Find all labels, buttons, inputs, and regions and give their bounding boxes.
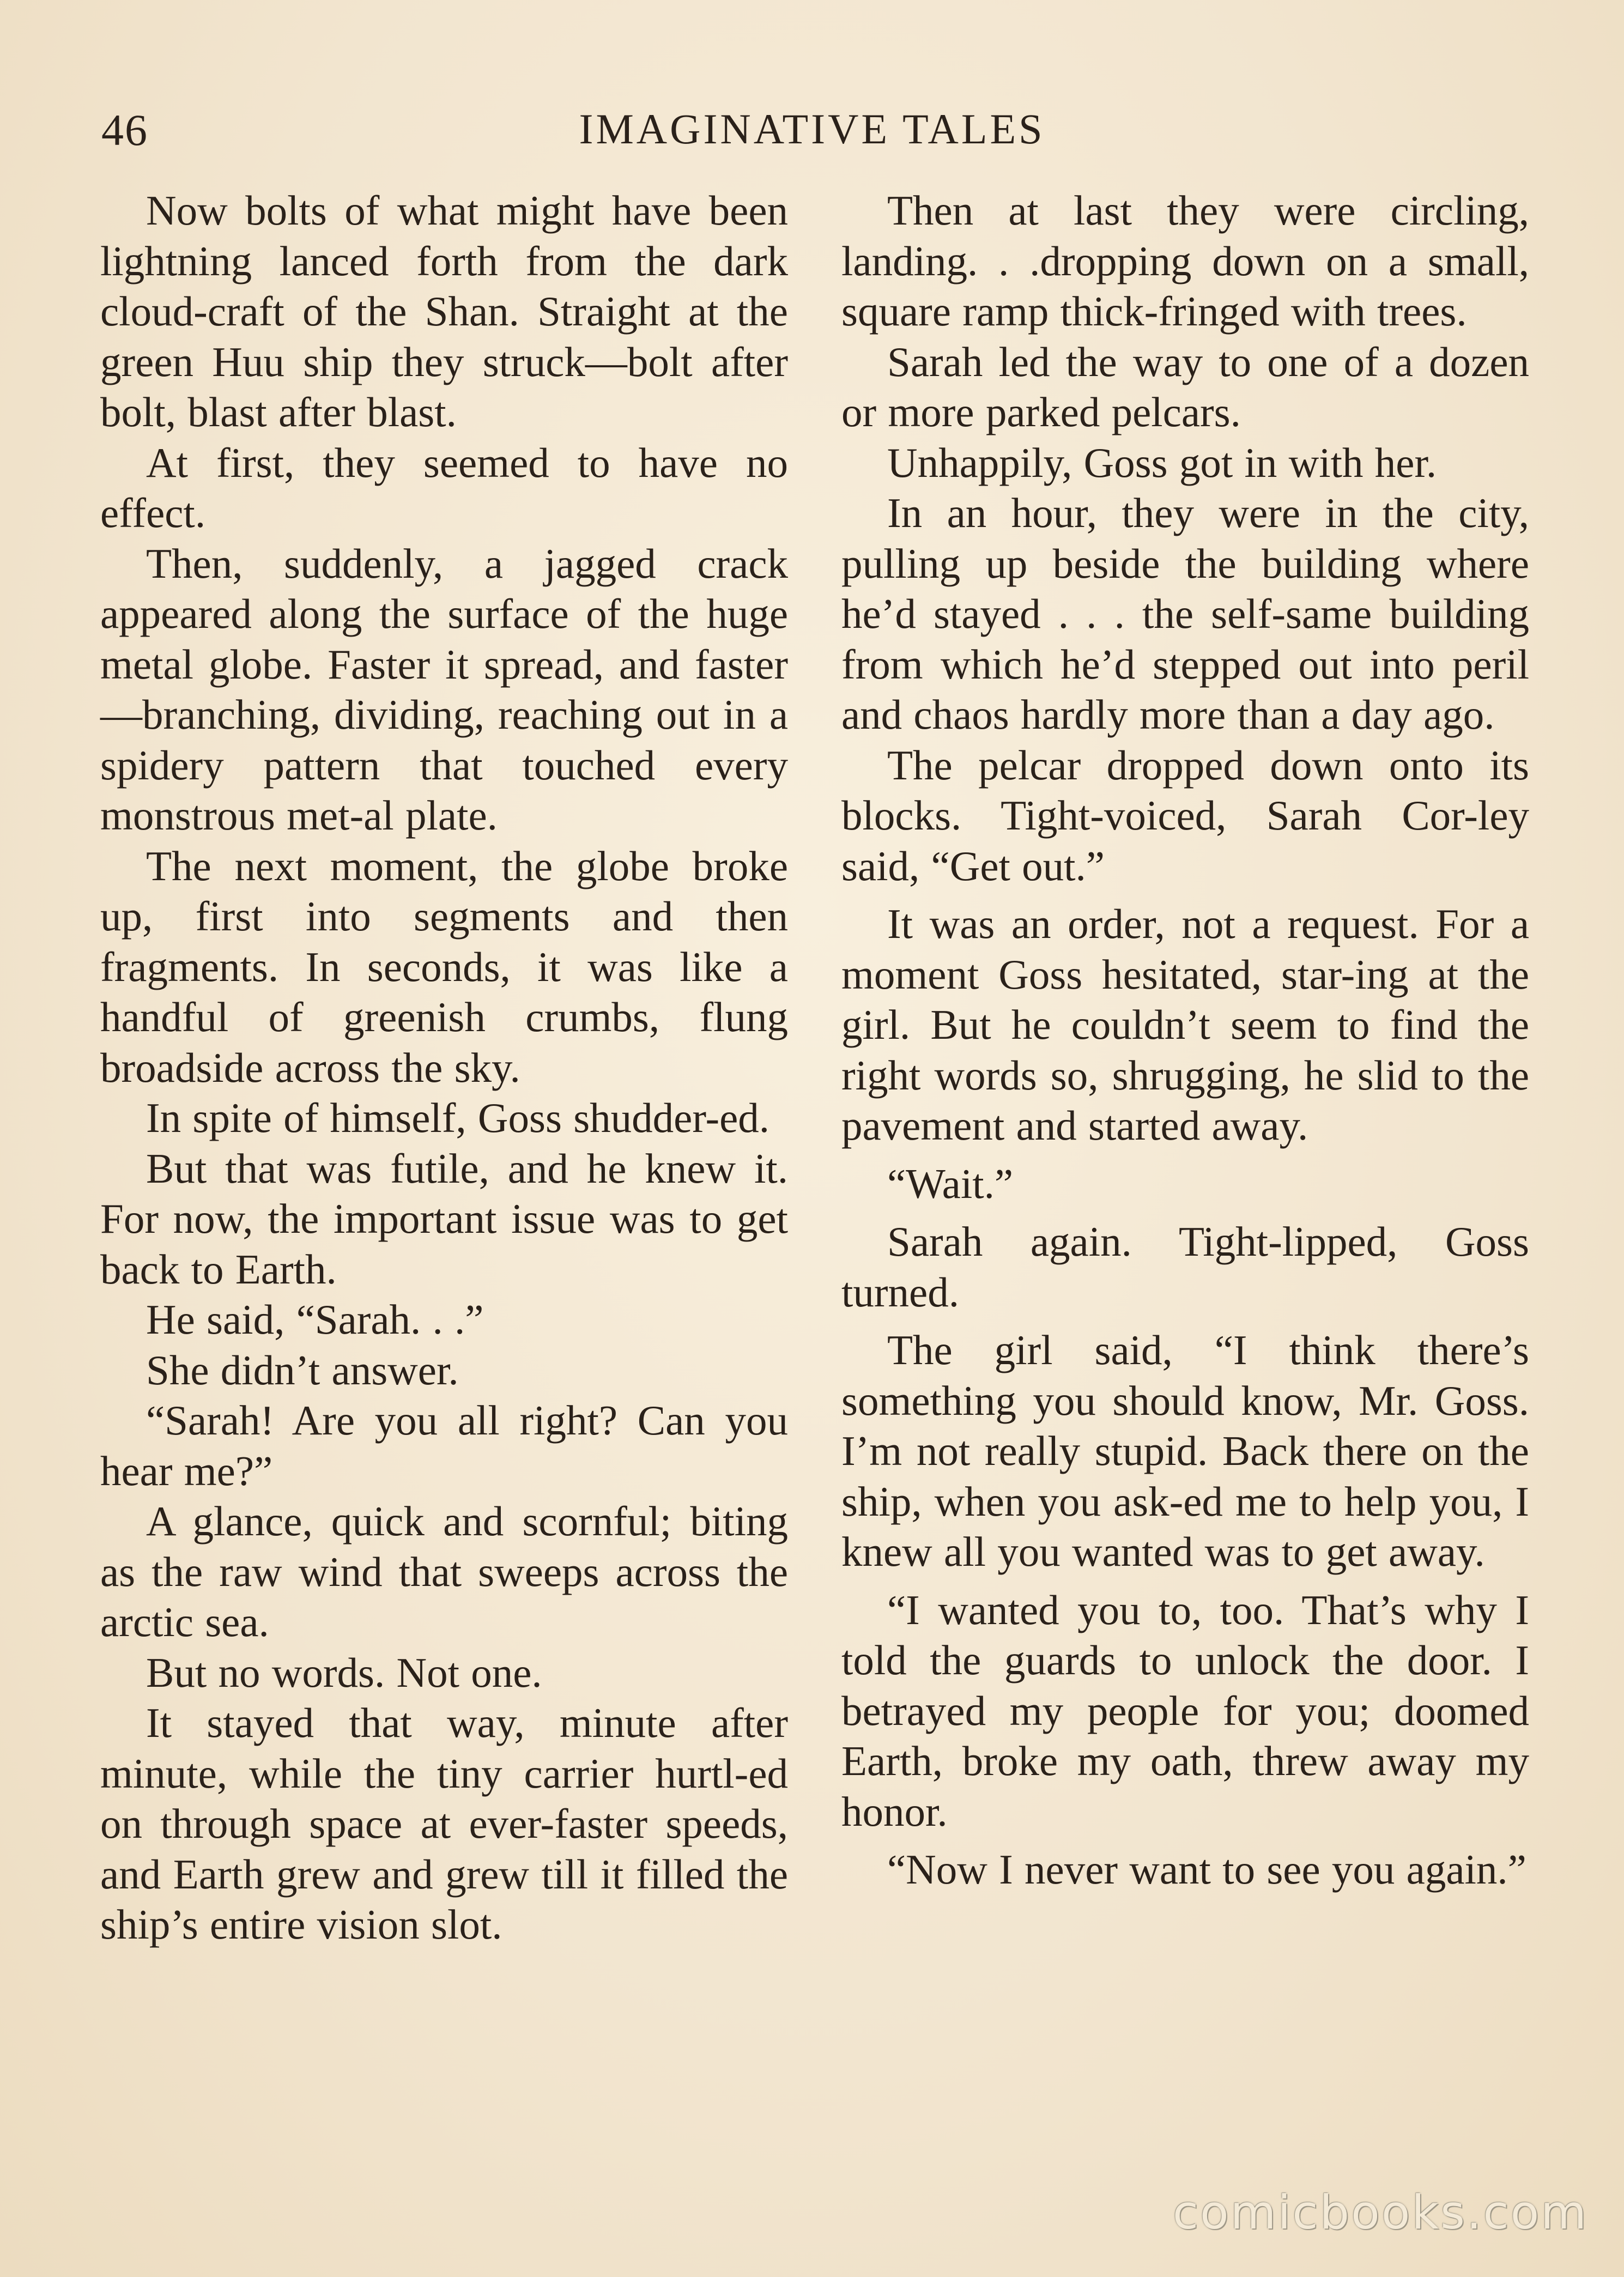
paragraph: “Sarah! Are you all right? Can you hear me?” (100, 1397, 788, 1494)
paragraph: Then, suddenly, a jagged crack appeared along the surface of the huge metal globe. Faster it spread, and faster—branching, dividing, reaching out in a spidery pattern that touched every monstrous met-al plate. (100, 540, 788, 839)
paragraph: But no words. Not one. (146, 1649, 542, 1696)
paragraph: At first, they seemed to have no effect. (100, 439, 788, 536)
paragraph: Sarah again. Tight-lipped, Goss turned. (841, 1218, 1529, 1316)
paragraph: Unhappily, Goss got in with her. (887, 439, 1437, 486)
running-header (101, 105, 1523, 165)
right-column (841, 185, 1529, 1895)
paragraph: The next moment, the globe broke up, first into segments and then fragments. In seconds, it was like a handful of greenish crumbs, flung broadside across the sky. (100, 842, 788, 1091)
paragraph: “I wanted you to, too. That’s why I told the guards to unlock the door. I betrayed my people for you; doomed Earth, broke my oath, threw away my honor. (841, 1586, 1529, 1835)
left-column (100, 185, 788, 1950)
paragraph: In an hour, they were in the city, pulling up beside the building where he’d stayed . . . the self-same building from which he’d stepped out into peril and chaos hardly more than a day ago. (841, 489, 1529, 738)
paragraph: The girl said, “I think there’s something you should know, Mr. Goss. I’m not really stupid. Back there on the ship, when you ask-ed me to help you, I knew all you wanted was to get away. (841, 1327, 1529, 1575)
paragraph: Then at last they were circling, landing. . .dropping down on a small, square ramp thick-fringed with trees. (841, 187, 1529, 335)
page-number: 46 (101, 105, 148, 155)
paragraph: She didn’t answer. (146, 1346, 459, 1394)
paragraph: A glance, quick and scornful; biting as the raw wind that sweeps across the arctic sea. (100, 1498, 788, 1645)
paragraph: He said, “Sarah. . .” (146, 1296, 484, 1343)
running-title: IMAGINATIVE TALES (579, 105, 1045, 153)
paragraph: It was an order, not a request. For a moment Goss hesitated, star-ing at the girl. But he couldn’t seem to find the right words so, shrugging, he slid to the pavement and started away. (841, 900, 1529, 1149)
paragraph: “Now I never want to see you again.” (887, 1846, 1526, 1893)
paragraph: It stayed that way, minute after minute, while the tiny carrier hurtl-ed on through space at ever-faster speeds, and Earth grew and grew till it filled the ship’s entire vision slot. (100, 1699, 788, 1948)
paragraph: But that was futile, and he knew it. For now, the important issue was to get back to Earth. (100, 1144, 788, 1293)
watermark: comicbooks.com (1172, 2185, 1588, 2240)
paragraph: In spite of himself, Goss shudder-ed. (146, 1094, 770, 1141)
paragraph: Now bolts of what might have been lightning lanced forth from the dark cloud-craft of the Shan. Straight at the green Huu ship they struck—bolt after bolt, blast after blast. (100, 187, 788, 435)
paragraph: The pelcar dropped down onto its blocks. Tight-voiced, Sarah Cor-ley said, “Get out.” (841, 741, 1529, 889)
paragraph: “Wait.” (887, 1160, 1014, 1207)
paragraph: Sarah led the way to one of a dozen or more parked pelcars. (841, 338, 1529, 435)
